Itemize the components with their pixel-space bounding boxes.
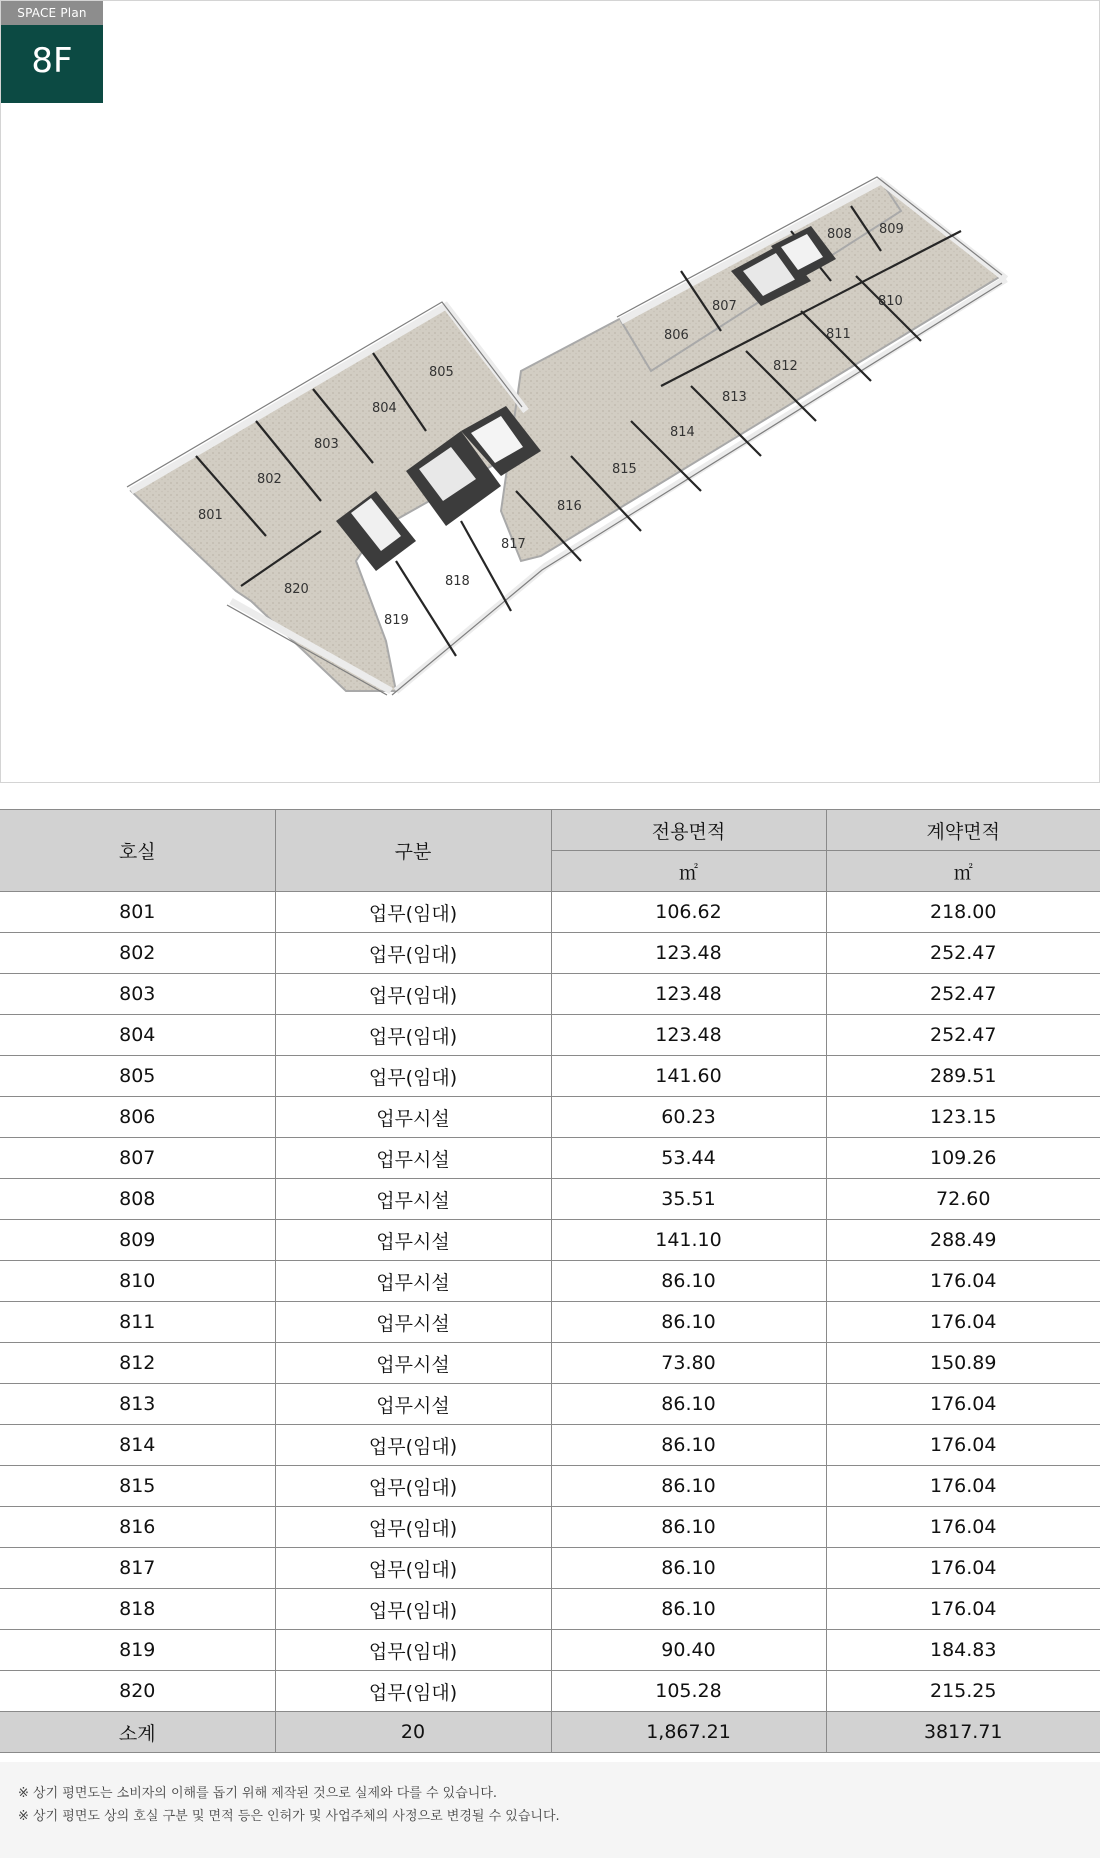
cell-exclusive-area: 86.10 [551, 1425, 826, 1466]
cell-type: 업무시설 [275, 1220, 551, 1261]
floor-plan-drawing [1, 1, 1100, 783]
cell-room: 808 [0, 1179, 275, 1220]
room-label-814: 814 [670, 425, 695, 440]
room-label-807: 807 [712, 299, 737, 314]
total-exclusive: 1,867.21 [551, 1712, 826, 1753]
cell-room: 809 [0, 1220, 275, 1261]
cell-type: 업무(임대) [275, 1548, 551, 1589]
cell-type: 업무시설 [275, 1261, 551, 1302]
area-table-body [0, 892, 1100, 1712]
cell-exclusive-area: 73.80 [551, 1343, 826, 1384]
cell-room: 820 [0, 1671, 275, 1712]
table-row [0, 1302, 1100, 1343]
cell-room: 818 [0, 1589, 275, 1630]
cell-type: 업무(임대) [275, 1630, 551, 1671]
cell-exclusive-area: 141.10 [551, 1220, 826, 1261]
room-label-815: 815 [612, 462, 637, 477]
table-row [0, 1548, 1100, 1589]
room-label-811: 811 [826, 327, 851, 342]
room-label-818: 818 [445, 574, 470, 589]
cell-room: 819 [0, 1630, 275, 1671]
cell-exclusive-area: 35.51 [551, 1179, 826, 1220]
table-row [0, 1343, 1100, 1384]
cell-contract-area: 176.04 [826, 1302, 1100, 1343]
cell-exclusive-area: 123.48 [551, 1015, 826, 1056]
cell-contract-area: 150.89 [826, 1343, 1100, 1384]
cell-type: 업무시설 [275, 1097, 551, 1138]
cell-room: 802 [0, 933, 275, 974]
disclaimer-notes [0, 1762, 1100, 1858]
cell-room: 801 [0, 892, 275, 933]
space-plan-label: SPACE Plan [1, 1, 103, 25]
cell-contract-area: 289.51 [826, 1056, 1100, 1097]
cell-exclusive-area: 90.40 [551, 1630, 826, 1671]
room-label-806: 806 [664, 328, 689, 343]
table-row [0, 1507, 1100, 1548]
header-exclusive-unit: ㎡ [551, 851, 826, 892]
cell-contract-area: 215.25 [826, 1671, 1100, 1712]
cell-exclusive-area: 53.44 [551, 1138, 826, 1179]
cell-contract-area: 252.47 [826, 974, 1100, 1015]
total-row [0, 1712, 1100, 1753]
cell-room: 817 [0, 1548, 275, 1589]
cell-type: 업무(임대) [275, 1507, 551, 1548]
table-row [0, 1220, 1100, 1261]
room-label-805: 805 [429, 365, 454, 380]
cell-exclusive-area: 86.10 [551, 1302, 826, 1343]
room-label-813: 813 [722, 390, 747, 405]
cell-room: 805 [0, 1056, 275, 1097]
cell-contract-area: 252.47 [826, 933, 1100, 974]
room-label-817: 817 [501, 537, 526, 552]
note-line: ※ 상기 평면도는 소비자의 이해를 돕기 위해 제작된 것으로 실제와 다를 수 있습니다. [18, 1786, 498, 1801]
cell-room: 816 [0, 1507, 275, 1548]
cell-contract-area: 176.04 [826, 1466, 1100, 1507]
table-row [0, 1056, 1100, 1097]
table-row [0, 1466, 1100, 1507]
room-label-820: 820 [284, 582, 309, 597]
area-table-header [0, 810, 1100, 892]
floor-number: 8F [31, 41, 73, 81]
area-table [0, 809, 1100, 1753]
cell-exclusive-area: 123.48 [551, 974, 826, 1015]
table-row [0, 1015, 1100, 1056]
cell-type: 업무시설 [275, 1138, 551, 1179]
room-label-819: 819 [384, 613, 409, 628]
header-contract-unit: ㎡ [826, 851, 1100, 892]
table-row [0, 1630, 1100, 1671]
room-label-802: 802 [257, 472, 282, 487]
cell-type: 업무(임대) [275, 974, 551, 1015]
cell-exclusive-area: 86.10 [551, 1589, 826, 1630]
table-row [0, 1179, 1100, 1220]
total-contract: 3817.71 [826, 1712, 1100, 1753]
cell-contract-area: 176.04 [826, 1425, 1100, 1466]
cell-type: 업무(임대) [275, 1466, 551, 1507]
room-label-801: 801 [198, 508, 223, 523]
table-row [0, 1425, 1100, 1466]
table-row [0, 1138, 1100, 1179]
cell-contract-area: 252.47 [826, 1015, 1100, 1056]
cell-contract-area: 72.60 [826, 1179, 1100, 1220]
table-row [0, 1097, 1100, 1138]
cell-type: 업무시설 [275, 1384, 551, 1425]
cell-exclusive-area: 106.62 [551, 892, 826, 933]
cell-room: 810 [0, 1261, 275, 1302]
cell-room: 807 [0, 1138, 275, 1179]
room-label-808: 808 [827, 227, 852, 242]
header-contract-area: 계약면적 [826, 810, 1100, 851]
room-label-803: 803 [314, 437, 339, 452]
cell-room: 803 [0, 974, 275, 1015]
table-row [0, 1671, 1100, 1712]
cell-type: 업무시설 [275, 1179, 551, 1220]
cell-type: 업무(임대) [275, 1589, 551, 1630]
total-label: 소계 [0, 1712, 275, 1753]
cell-type: 업무(임대) [275, 1015, 551, 1056]
cell-contract-area: 176.04 [826, 1589, 1100, 1630]
table-row [0, 892, 1100, 933]
cell-room: 806 [0, 1097, 275, 1138]
room-label-812: 812 [773, 359, 798, 374]
cell-room: 811 [0, 1302, 275, 1343]
cell-contract-area: 288.49 [826, 1220, 1100, 1261]
cell-exclusive-area: 105.28 [551, 1671, 826, 1712]
cell-type: 업무(임대) [275, 933, 551, 974]
header-type: 구분 [275, 810, 551, 892]
cell-contract-area: 123.15 [826, 1097, 1100, 1138]
cell-room: 804 [0, 1015, 275, 1056]
cell-exclusive-area: 86.10 [551, 1466, 826, 1507]
note-line: ※ 상기 평면도 상의 호실 구분 및 면적 등은 인허가 및 사업주체의 사정으로 변경될 수 있습니다. [18, 1809, 560, 1824]
table-row [0, 974, 1100, 1015]
cell-exclusive-area: 86.10 [551, 1507, 826, 1548]
cell-exclusive-area: 86.10 [551, 1548, 826, 1589]
floor-plan-panel [0, 0, 1100, 783]
cell-contract-area: 184.83 [826, 1630, 1100, 1671]
cell-type: 업무(임대) [275, 892, 551, 933]
cell-contract-area: 176.04 [826, 1548, 1100, 1589]
table-row [0, 933, 1100, 974]
cell-type: 업무시설 [275, 1343, 551, 1384]
cell-type: 업무시설 [275, 1302, 551, 1343]
room-label-816: 816 [557, 499, 582, 514]
table-row [0, 1589, 1100, 1630]
cell-type: 업무(임대) [275, 1425, 551, 1466]
header-room: 호실 [0, 810, 275, 892]
room-label-809: 809 [879, 222, 904, 237]
cell-room: 813 [0, 1384, 275, 1425]
cell-contract-area: 109.26 [826, 1138, 1100, 1179]
cell-room: 812 [0, 1343, 275, 1384]
table-row [0, 1261, 1100, 1302]
room-label-810: 810 [878, 294, 903, 309]
cell-exclusive-area: 86.10 [551, 1261, 826, 1302]
cell-exclusive-area: 86.10 [551, 1384, 826, 1425]
cell-exclusive-area: 123.48 [551, 933, 826, 974]
cell-type: 업무(임대) [275, 1671, 551, 1712]
total-count: 20 [275, 1712, 551, 1753]
cell-contract-area: 176.04 [826, 1384, 1100, 1425]
cell-contract-area: 176.04 [826, 1261, 1100, 1302]
table-row [0, 1384, 1100, 1425]
cell-contract-area: 218.00 [826, 892, 1100, 933]
cell-exclusive-area: 60.23 [551, 1097, 826, 1138]
cell-exclusive-area: 141.60 [551, 1056, 826, 1097]
cell-room: 814 [0, 1425, 275, 1466]
cell-room: 815 [0, 1466, 275, 1507]
cell-contract-area: 176.04 [826, 1507, 1100, 1548]
cell-type: 업무(임대) [275, 1056, 551, 1097]
room-label-804: 804 [372, 401, 397, 416]
header-exclusive-area: 전용면적 [551, 810, 826, 851]
